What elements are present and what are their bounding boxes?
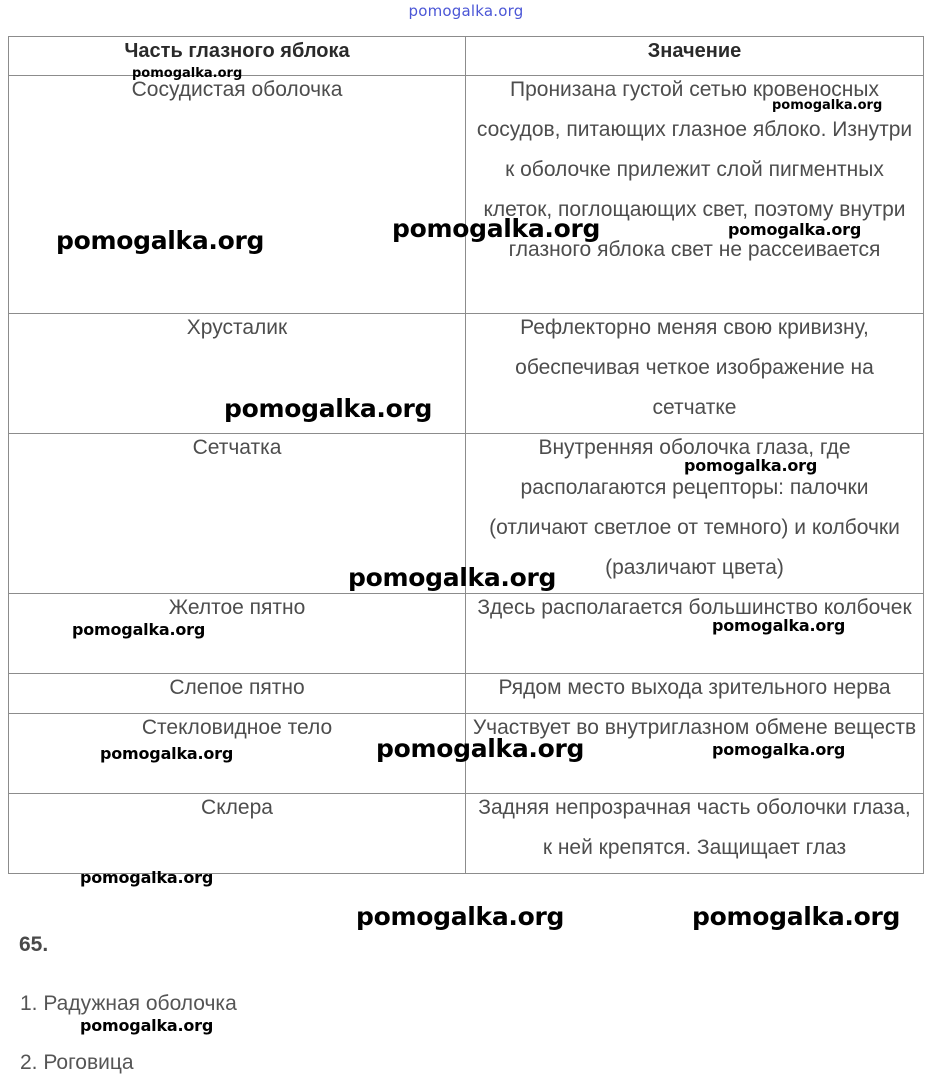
column-header-part: Часть глазного яблока xyxy=(9,37,466,76)
answer-item: 1. Радужная оболочка xyxy=(20,992,237,1015)
watermark: pomogalka.org xyxy=(684,456,818,475)
part-cell: Желтое пятно xyxy=(9,594,466,674)
part-cell: Сосудистая оболочка xyxy=(9,76,466,314)
meaning-cell: Участвует во внутриглазном обмене веществ xyxy=(466,714,924,794)
part-cell: Склера xyxy=(9,794,466,874)
table-row xyxy=(9,794,924,874)
watermark: pomogalka.org xyxy=(772,98,883,113)
watermark: pomogalka.org xyxy=(348,563,557,592)
table-row xyxy=(9,434,924,594)
answer-item: 2. Роговица xyxy=(20,1051,134,1074)
watermark: pomogalka.org xyxy=(356,902,565,931)
part-cell: Хрусталик xyxy=(9,314,466,434)
watermark: pomogalka.org xyxy=(712,616,846,635)
part-cell: Слепое пятно xyxy=(9,674,466,714)
table-row xyxy=(9,76,924,314)
meaning-cell: Здесь располагается большинство колбочек xyxy=(466,594,924,674)
question-number: 65. xyxy=(19,933,49,956)
meaning-cell: Рядом место выхода зрительного нерва xyxy=(466,674,924,714)
table-row xyxy=(9,314,924,434)
watermark: pomogalka.org xyxy=(100,744,234,763)
watermark: pomogalka.org xyxy=(56,226,265,255)
watermark: pomogalka.org xyxy=(80,1016,214,1035)
column-header-meaning: Значение xyxy=(466,37,924,76)
watermark: pomogalka.org xyxy=(712,740,846,759)
watermark: pomogalka.org xyxy=(224,394,433,423)
watermark: pomogalka.org xyxy=(692,902,901,931)
watermark: pomogalka.org xyxy=(72,620,206,639)
part-cell: Сетчатка xyxy=(9,434,466,594)
table-row xyxy=(9,714,924,794)
meaning-cell: Рефлекторно меняя свою кривизну, обеспечивая четкое изображение на сетчатке xyxy=(466,314,924,434)
watermark: pomogalka.org xyxy=(376,734,585,763)
watermark: pomogalka.org xyxy=(80,868,214,887)
table-row xyxy=(9,594,924,674)
meaning-cell: Задняя непрозрачная часть оболочки глаза, к ней крепятся. Защищает глаз xyxy=(466,794,924,874)
header-link[interactable]: pomogalka.org xyxy=(408,2,524,20)
part-cell: Стекловидное тело xyxy=(9,714,466,794)
watermark: pomogalka.org xyxy=(728,220,862,239)
watermark: pomogalka.org xyxy=(392,214,601,243)
eye-parts-table xyxy=(8,36,924,874)
meaning-cell: Внутренняя оболочка глаза, где располагаются рецепторы: палочки (отличают светлое от темного) и колбочки (различают цвета) xyxy=(466,434,924,594)
meaning-cell: Пронизана густой сетью кровеносных сосудов, питающих глазное яблоко. Изнутри к оболочке прилежит слой пигментных клеток, поглощающих свет, поэтому внутри глазного яблока свет не рассеивается xyxy=(466,76,924,314)
watermark: pomogalka.org xyxy=(132,66,243,81)
